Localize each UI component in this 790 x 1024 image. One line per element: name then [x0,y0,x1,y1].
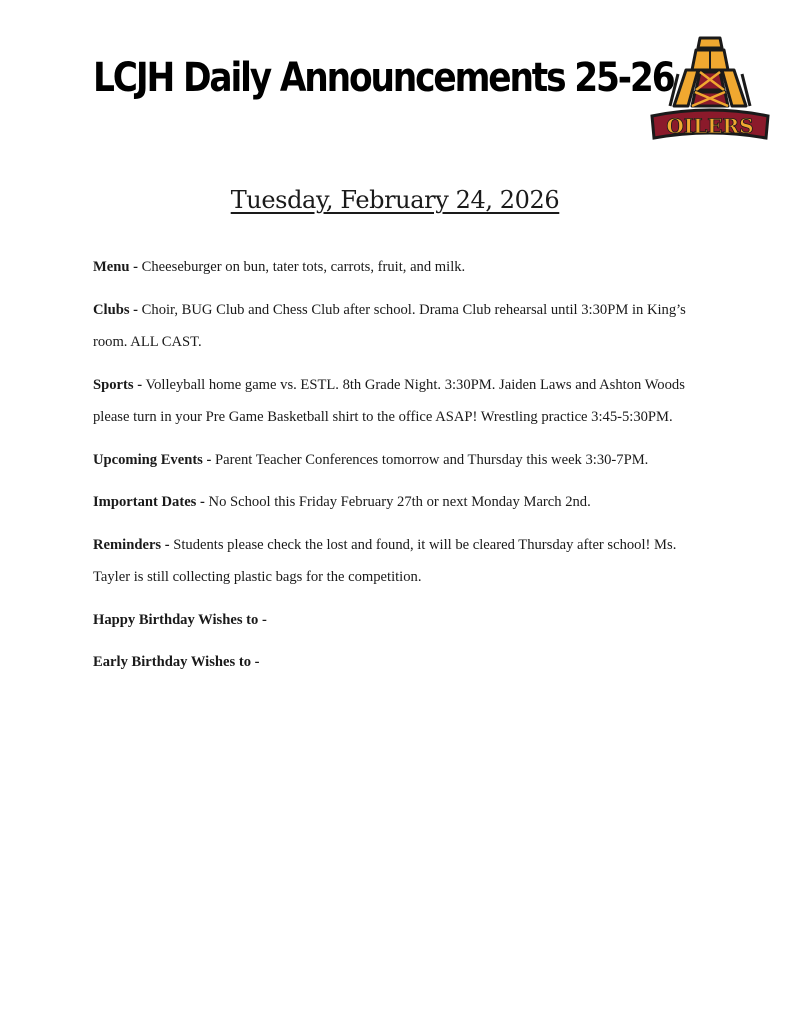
oil-derrick-icon [670,38,750,106]
oilers-logo [648,34,772,142]
clubs-label: Clubs - [93,301,139,318]
announcements-body [93,251,703,689]
clubs-section [93,294,703,359]
happy-birthday-section [93,604,703,637]
logo-text: OILERS [666,114,754,138]
page-title: LCJH Daily Announcements 25-26 [93,55,674,101]
reminders-text: Students please check the lost and found, it will be cleared Thursday after school! Ms. Tayler is still collecting plastic bags for the competition. [93,536,677,585]
menu-label: Menu - [93,259,138,275]
date-heading [0,183,790,217]
important-dates-text: No School this Friday February 27th or next Monday March 2nd. [208,494,591,510]
date-text: Tuesday, February 24, 2026 [230,186,560,214]
sports-label: Sports - [93,376,143,393]
upcoming-events-text: Parent Teacher Conferences tomorrow and Thursday this week 3:30-7PM. [215,451,649,468]
happy-birthday-label: Happy Birthday Wishes to - [93,611,267,628]
sports-section [93,369,703,434]
early-birthday-label: Early Birthday Wishes to - [93,654,260,670]
reminders-label: Reminders - [93,536,170,553]
menu-text: Cheeseburger on bun, tater tots, carrots, fruit, and milk. [141,259,466,275]
clubs-text: Choir, BUG Club and Chess Club after school. Drama Club rehearsal until 3:30PM in King’s room. ALL CAST. [93,301,686,350]
sports-text: Volleyball home game vs. ESTL. 8th Grade Night. 3:30PM. Jaiden Laws and Ashton Woods please turn in your Pre Game Basketball shirt to the office ASAP! Wrestling practice 3:45-5:30PM. [93,376,685,425]
menu-section [93,251,703,284]
important-dates-label: Important Dates - [93,494,205,510]
important-dates-section [93,486,703,519]
reminders-section [93,529,703,594]
upcoming-events-section [93,444,703,477]
upcoming-events-label: Upcoming Events - [93,451,212,468]
oilers-wordmark [652,110,768,138]
early-birthday-section [93,646,703,679]
